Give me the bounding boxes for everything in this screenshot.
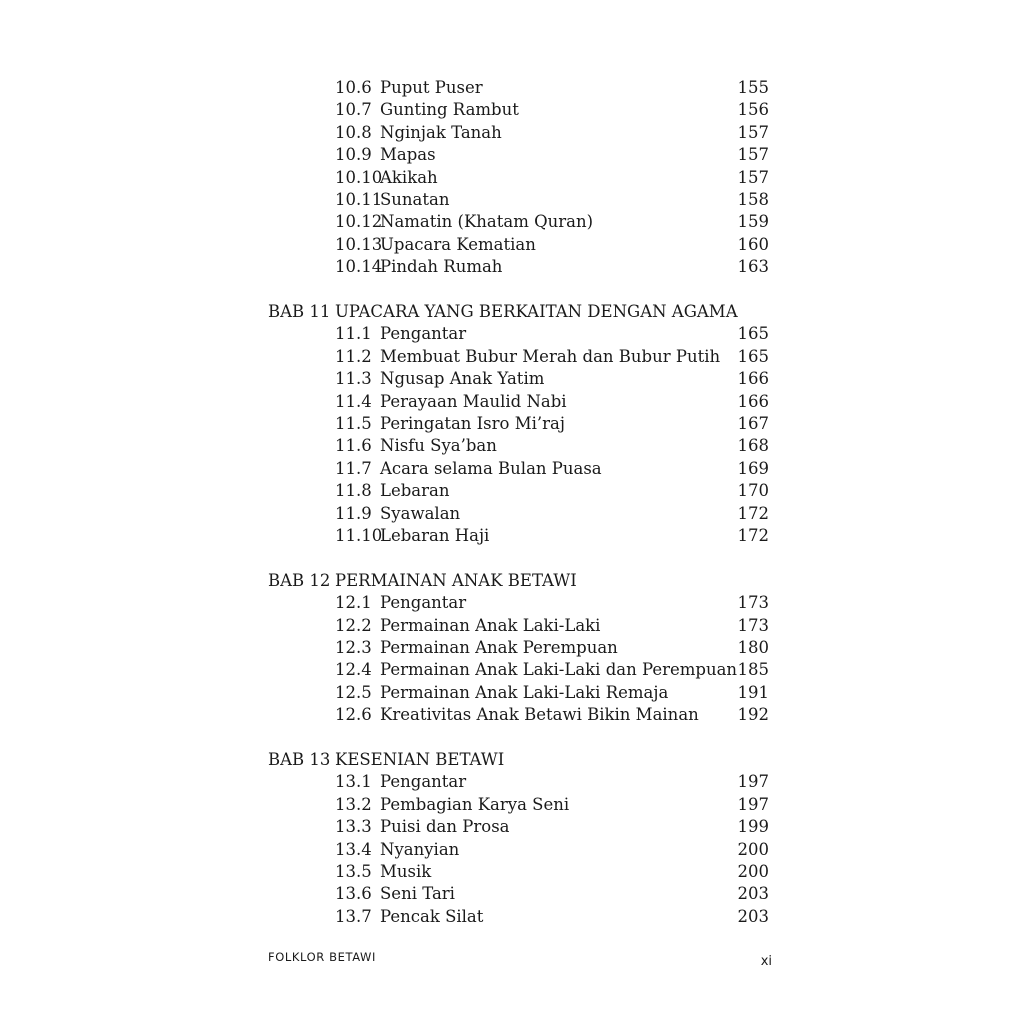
toc-entry — [0, 167, 1024, 189]
toc-entry — [0, 144, 1024, 166]
toc-entry — [0, 234, 1024, 256]
entry-number: 11.1 — [335, 324, 372, 344]
entry-title: Pengantar — [380, 772, 467, 792]
entry-page-number: 165 — [737, 346, 769, 366]
entry-page-number: 168 — [737, 436, 769, 456]
entry-page-number: 185 — [737, 660, 769, 680]
entry-number: 13.7 — [335, 906, 372, 926]
entry-number: 13.2 — [335, 794, 372, 814]
chapter-title: PERMAINAN ANAK BETAWI — [335, 570, 577, 590]
chapter-label: BAB 12 — [268, 570, 331, 590]
entry-page-number: 159 — [737, 212, 769, 232]
entry-number: 11.8 — [335, 481, 372, 501]
toc-entry — [0, 435, 1024, 457]
entry-page-number: 158 — [737, 190, 769, 209]
toc-entry — [0, 189, 1024, 211]
entry-page-number: 203 — [737, 884, 769, 904]
entry-page-number: 163 — [737, 257, 769, 277]
entry-number: 13.1 — [335, 772, 372, 792]
entry-page-number: 157 — [737, 167, 769, 187]
toc-entry — [0, 637, 1024, 659]
entry-title: Pembagian Karya Seni — [380, 794, 570, 814]
entry-number: 10.13 — [335, 234, 383, 254]
entry-page-number: 156 — [737, 100, 769, 120]
toc-entry — [0, 659, 1024, 681]
toc-entry — [0, 682, 1024, 704]
entry-title: Permainan Anak Laki-Laki — [380, 615, 601, 635]
entry-title: Seni Tari — [380, 884, 455, 904]
toc-entry — [0, 525, 1024, 547]
entry-page-number: 200 — [737, 839, 769, 859]
entry-page-number: 173 — [737, 615, 769, 635]
entry-title: Pengantar — [380, 324, 467, 344]
entry-page-number: 157 — [737, 145, 769, 165]
entry-number: 10.6 — [335, 78, 372, 97]
entry-page-number: 172 — [737, 526, 769, 545]
entry-page-number: 199 — [737, 817, 769, 837]
entry-number: 11.5 — [335, 414, 372, 433]
entry-page-number: 165 — [737, 324, 769, 344]
entry-number: 11.4 — [335, 391, 372, 411]
entry-title: Permainan Anak Perempuan — [380, 638, 618, 657]
entry-title: Pencak Silat — [380, 906, 484, 926]
entry-title: Kreativitas Anak Betawi Bikin Mainan — [380, 705, 699, 725]
entry-page-number: 200 — [737, 862, 769, 881]
entry-title: Syawalan — [380, 503, 461, 523]
toc-entry — [0, 771, 1024, 793]
entry-page-number: 197 — [737, 772, 769, 792]
toc-entry — [0, 816, 1024, 838]
entry-title: Nginjak Tanah — [380, 122, 502, 142]
entry-title: Upacara Kematian — [380, 234, 536, 254]
toc-entry — [0, 211, 1024, 233]
toc-entry — [0, 77, 1024, 99]
entry-title: Permainan Anak Laki-Laki Remaja — [380, 682, 669, 702]
toc-entry — [0, 906, 1024, 928]
toc-entry — [0, 704, 1024, 726]
entry-page-number: 203 — [737, 906, 769, 926]
toc-entry — [0, 368, 1024, 390]
entry-number: 13.5 — [335, 862, 372, 881]
entry-number: 11.7 — [335, 458, 372, 478]
entry-page-number: 197 — [737, 794, 769, 814]
toc-entry — [0, 256, 1024, 278]
entry-title: Sunatan — [380, 190, 450, 209]
entry-page-number: 166 — [737, 369, 769, 389]
toc-entry — [0, 480, 1024, 502]
toc-entry — [0, 413, 1024, 435]
chapter-label: BAB 13 — [268, 750, 331, 769]
entry-page-number: 155 — [737, 78, 769, 97]
toc-entry — [0, 99, 1024, 121]
entry-page-number: 170 — [737, 481, 769, 501]
toc-entry — [0, 323, 1024, 345]
toc-entry — [0, 592, 1024, 614]
entry-page-number: 173 — [737, 593, 769, 613]
toc-entry — [0, 883, 1024, 905]
running-footer-title: FOLKLOR BETAWI — [268, 950, 376, 964]
entry-title: Lebaran Haji — [380, 526, 490, 545]
entry-page-number: 160 — [737, 234, 769, 254]
entry-number: 12.4 — [335, 660, 372, 680]
entry-page-number: 166 — [737, 391, 769, 411]
entry-number: 10.11 — [335, 190, 383, 209]
entry-number: 11.2 — [335, 346, 372, 366]
entry-title: Puput Puser — [380, 78, 483, 97]
chapter-title: KESENIAN BETAWI — [335, 750, 505, 769]
entry-number: 11.3 — [335, 369, 372, 389]
entry-number: 10.14 — [335, 257, 383, 277]
toc-entry — [0, 839, 1024, 861]
toc-entry — [0, 503, 1024, 525]
entry-page-number: 167 — [737, 414, 769, 433]
entry-title: Lebaran — [380, 481, 450, 501]
entry-title: Perayaan Maulid Nabi — [380, 391, 567, 411]
page-number: xi — [760, 954, 772, 969]
toc-entry — [0, 346, 1024, 368]
entry-number: 11.10 — [335, 526, 383, 545]
entry-number: 11.6 — [335, 436, 372, 456]
entry-title: Gunting Rambut — [380, 100, 519, 120]
chapter-heading — [0, 749, 1024, 771]
entry-page-number: 157 — [737, 122, 769, 142]
entry-number: 10.10 — [335, 167, 383, 187]
entry-title: Pengantar — [380, 593, 467, 613]
entry-number: 13.6 — [335, 884, 372, 904]
entry-title: Ngusap Anak Yatim — [380, 369, 545, 389]
entry-number: 13.3 — [335, 817, 372, 837]
entry-page-number: 191 — [737, 682, 769, 702]
entry-number: 12.1 — [335, 593, 372, 613]
entry-title: Nyanyian — [380, 839, 460, 859]
chapter-heading — [0, 301, 1024, 323]
entry-number: 12.3 — [335, 638, 372, 657]
chapter-title: UPACARA YANG BERKAITAN DENGAN AGAMA — [335, 302, 738, 321]
entry-title: Mapas — [380, 145, 436, 165]
entry-number: 13.4 — [335, 839, 372, 859]
entry-title: Permainan Anak Laki-Laki dan Perempuan — [380, 660, 738, 680]
entry-number: 10.9 — [335, 145, 372, 165]
toc-entry — [0, 861, 1024, 883]
entry-title: Peringatan Isro Mi’raj — [380, 414, 565, 433]
entry-number: 10.7 — [335, 100, 372, 120]
entry-number: 10.8 — [335, 122, 372, 142]
chapter-label: BAB 11 — [268, 302, 331, 321]
toc-entry — [0, 458, 1024, 480]
entry-title: Pindah Rumah — [380, 257, 503, 277]
entry-title: Namatin (Khatam Quran) — [380, 212, 594, 232]
toc-entry — [0, 794, 1024, 816]
entry-number: 12.5 — [335, 682, 372, 702]
entry-number: 12.6 — [335, 705, 372, 725]
entry-page-number: 192 — [737, 705, 769, 725]
entry-title: Nisfu Sya’ban — [380, 436, 497, 456]
entry-title: Puisi dan Prosa — [380, 817, 510, 837]
entry-title: Membuat Bubur Merah dan Bubur Putih — [380, 346, 721, 366]
entry-title: Akikah — [380, 167, 438, 187]
toc-entry — [0, 122, 1024, 144]
toc-entry — [0, 615, 1024, 637]
entry-number: 12.2 — [335, 615, 372, 635]
entry-title: Acara selama Bulan Puasa — [380, 458, 602, 478]
toc-entry — [0, 391, 1024, 413]
chapter-heading — [0, 570, 1024, 592]
entry-number: 11.9 — [335, 503, 372, 523]
entry-page-number: 180 — [737, 638, 769, 657]
entry-title: Musik — [380, 862, 432, 881]
entry-page-number: 169 — [737, 458, 769, 478]
entry-number: 10.12 — [335, 212, 383, 232]
entry-page-number: 172 — [737, 503, 769, 523]
